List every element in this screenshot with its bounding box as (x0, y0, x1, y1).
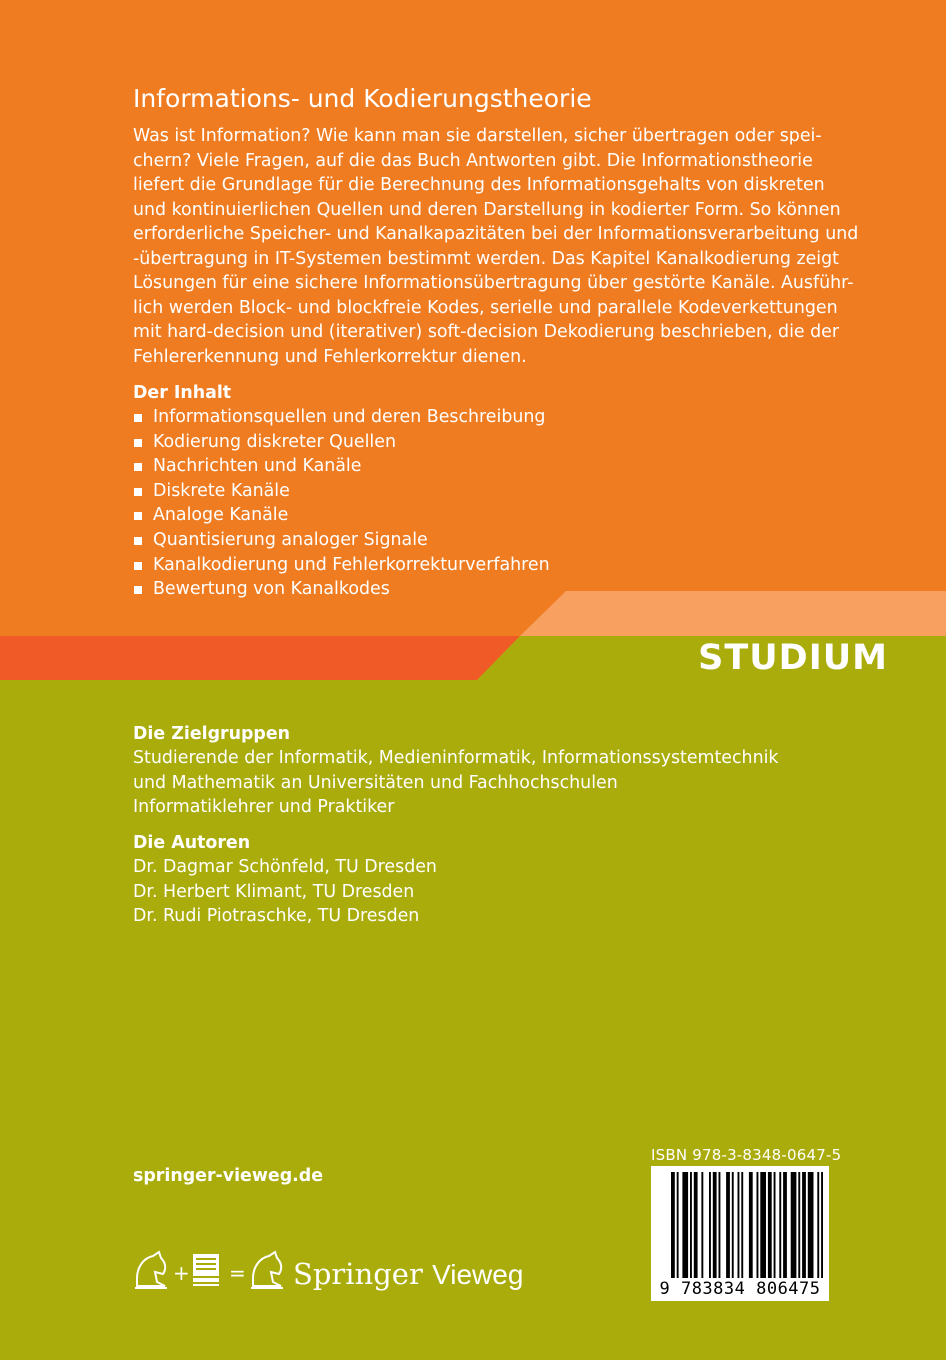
description-line: liefert die Grundlage für die Berechnung des Informationsgehalts von diskreten (133, 175, 825, 195)
author-line: Dr. Dagmar Schönfeld, TU Dresden (133, 857, 437, 877)
contents-list (133, 405, 550, 602)
bullet-square-icon (134, 512, 142, 520)
barcode (651, 1166, 829, 1301)
target-groups-text (133, 746, 779, 820)
equals-sign: = (229, 1261, 246, 1285)
barcode-bar (821, 1172, 823, 1278)
list-item-label: Kodierung diskreter Quellen (153, 431, 396, 452)
barcode-number: 9 783834 806475 (659, 1279, 821, 1299)
bullet-square-icon (134, 537, 142, 545)
website-link[interactable]: springer-vieweg.de (133, 1166, 324, 1186)
barcode-bar (774, 1172, 776, 1278)
barcode-bar (709, 1172, 711, 1278)
barcode-bar (671, 1172, 675, 1278)
list-item-label: Bewertung von Kanalkodes (153, 579, 390, 600)
barcode-bar (719, 1172, 721, 1278)
list-item (133, 503, 550, 528)
series-label: STUDIUM (698, 638, 888, 678)
list-item (133, 430, 550, 455)
book-description (133, 124, 859, 369)
list-item-label: Kanalkodierung und Fehlerkorrekturverfahren (153, 554, 550, 575)
authors-text (133, 855, 437, 929)
springer-wordmark: Springer (293, 1257, 423, 1291)
vieweg-wordmark: Vieweg (432, 1259, 524, 1290)
isbn-label: ISBN 978-3-8348-0647-5 (651, 1146, 842, 1164)
authors-heading: Die Autoren (133, 833, 251, 853)
barcode-bar (749, 1172, 753, 1278)
barcode-bar (690, 1172, 692, 1278)
barcode-bar (791, 1172, 797, 1278)
bullet-square-icon (134, 463, 142, 471)
list-item-label: Informationsquellen und deren Beschreibung (153, 407, 546, 427)
description-line: -übertragung in IT-Systemen bestimmt werden. Das Kapitel Kanalkodierung zeigt (133, 248, 839, 269)
target-groups-heading: Die Zielgruppen (133, 724, 291, 744)
barcode-bar (677, 1172, 679, 1278)
description-line: lich werden Block- und blockfreie Kodes, serielle und parallele Kodeverkettungen (133, 297, 838, 318)
springer-horse-icon (135, 1252, 167, 1288)
bullet-square-icon (134, 562, 142, 570)
barcode-bar (713, 1172, 717, 1278)
target-group-line: und Mathematik an Universitäten und Fachhochschulen (133, 772, 618, 793)
publisher-logo-icons (133, 1248, 293, 1298)
book-title: Informations- und Kodierungstheorie (133, 84, 592, 113)
bullet-square-icon (134, 414, 142, 422)
barcode-bar (741, 1172, 743, 1278)
barcode-bar (726, 1172, 730, 1278)
description-line: chern? Viele Fragen, auf die das Buch Antworten gibt. Die Informationstheorie (133, 150, 813, 171)
publisher-name (293, 1256, 523, 1293)
bullet-square-icon (134, 586, 142, 594)
description-line: Fehlererkennung und Fehlerkorrektur dienen. (133, 346, 527, 367)
author-line: Dr. Rudi Piotraschke, TU Dresden (133, 906, 420, 926)
list-item (133, 528, 550, 553)
contents-heading: Der Inhalt (133, 383, 232, 403)
springer-vieweg-horse-icon (251, 1252, 283, 1288)
barcode-bar (783, 1172, 787, 1278)
barcode-bar (682, 1172, 688, 1278)
author-line: Dr. Herbert Klimant, TU Dresden (133, 881, 415, 902)
barcode-bar (798, 1172, 800, 1278)
list-item-label: Analoge Kanäle (153, 505, 289, 526)
list-item (133, 405, 550, 430)
barcode-bar (757, 1172, 759, 1278)
list-item-label: Diskrete Kanäle (153, 480, 290, 501)
band-dark-orange (0, 636, 520, 680)
barcode-bar (802, 1172, 806, 1278)
bullet-square-icon (134, 488, 142, 496)
list-item (133, 577, 550, 602)
description-line: Was ist Information? Wie kann man sie darstellen, sicher übertragen oder spei- (133, 126, 822, 146)
barcode-bar (701, 1172, 703, 1278)
barcode-bar (808, 1172, 814, 1278)
description-line: und kontinuierlichen Quellen und deren Darstellung in kodierter Form. So können (133, 199, 841, 220)
barcode-bar (768, 1172, 772, 1278)
description-line: erforderliche Speicher- und Kanalkapazitäten bei der Informationsverarbeitung und (133, 224, 859, 244)
list-item (133, 553, 550, 578)
barcode-bar (738, 1172, 740, 1278)
publisher-logos (133, 1248, 533, 1298)
plus-sign: + (173, 1261, 190, 1285)
description-line: Lösungen für eine sichere Informationsübertragung über gestörte Kanäle. Ausführ- (133, 273, 854, 293)
target-group-line: Studierende der Informatik, Medieninformatik, Informationssystemtechnik (133, 748, 779, 768)
barcode-bar (694, 1172, 698, 1278)
barcode-bar (779, 1172, 781, 1278)
band-light-orange (520, 591, 946, 636)
target-group-line: Informatiklehrer und Praktiker (133, 797, 395, 817)
vieweg-teubner-logo-icon (193, 1254, 219, 1286)
barcode-bar (760, 1172, 766, 1278)
list-item (133, 454, 550, 479)
list-item-label: Nachrichten und Kanäle (153, 456, 362, 477)
barcode-bar (732, 1172, 734, 1278)
bullet-square-icon (134, 439, 142, 447)
barcode-bar (817, 1172, 819, 1278)
description-line: mit hard-decision und (iterativer) soft-decision Dekodierung beschrieben, die der (133, 322, 840, 342)
list-item (133, 479, 550, 504)
list-item-label: Quantisierung analoger Signale (153, 529, 428, 550)
